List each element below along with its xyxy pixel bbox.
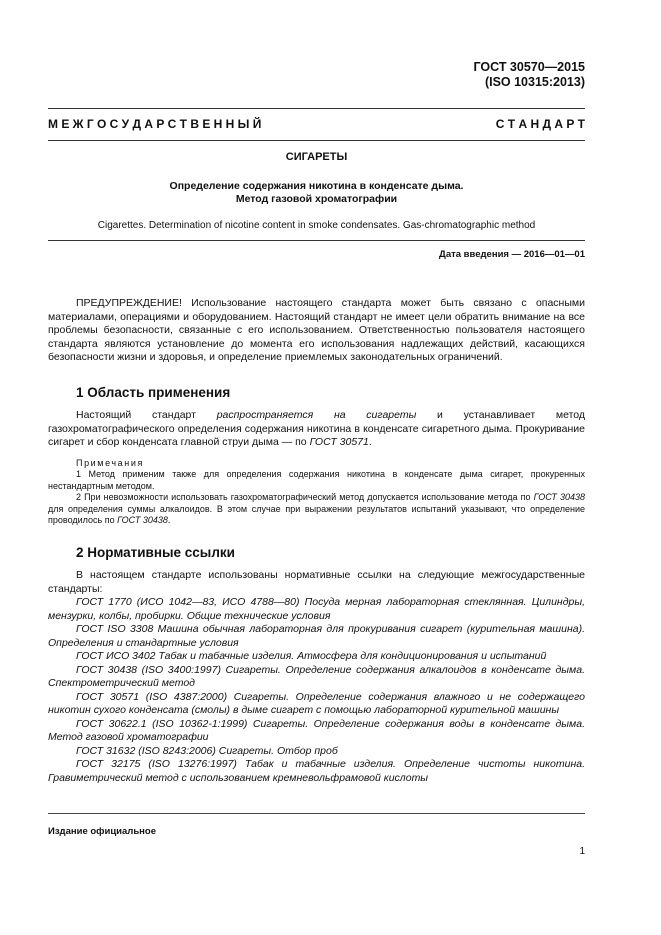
english-title: Cigarettes. Determination of nicotine content in smoke condensates. Gas-chromatographic method <box>97 220 536 231</box>
scope-text: Настоящий стандарт <box>76 409 217 421</box>
note-text: для определения суммы алкалоидов. В этом случае при выражении результатов испытаний указывают, что определение проводилось по <box>48 503 585 525</box>
references-intro: В настоящем стандарте использованы нормативные ссылки на следующие межгосударственные стандарты: <box>48 569 585 595</box>
reference-item <box>48 623 585 650</box>
standard-number <box>473 60 585 90</box>
warning-paragraph: ПРЕДУПРЕЖДЕНИЕ! Использование настоящего стандарта может быть связано с опасными материалами, операциями и оборудованием. Настоящий стандарт не имеет цели обратить внимание на все проблемы безопасности, связанные с его использованием. Ответственностью пользователя настоящего стандарта являются установление до момента его использования надлежащих действий, касающихся безопасности жизни и здоровья, и определение приемлемых законодательных ограничений. <box>48 297 585 363</box>
section-2-heading: 2 Нормативные ссылки <box>76 545 235 560</box>
introduction-date: Дата введения — 2016—01—01 <box>439 249 585 260</box>
official-edition-label: Издание официальное <box>48 826 156 837</box>
note-1: 1 Метод применим также для определения содержания никотина в конденсате дыма сигарет, прокуренных нестандартным методом. <box>48 469 585 491</box>
reference-text: ГОСТ 31632 (ISO 8243:2006) Сигареты. Отбор проб <box>76 744 338 757</box>
banner-bottom-rule <box>48 140 585 141</box>
title-rule <box>48 240 585 241</box>
note-text: . <box>167 515 171 525</box>
scope-emphasis: распространяется на сигареты <box>216 409 417 421</box>
notes-header: Примечания <box>76 457 144 468</box>
interstate-word: М Е Ж Г О С У Д А Р С Т В Е Н Н Ы Й <box>48 117 262 131</box>
page-number: 1 <box>579 846 585 857</box>
reference-text: ГОСТ 32175 (ISO 13276:1997) Табак и табачные изделия. Определение чистоты никотина. Гравиметрический метод с использованием кремневольфрамовой кислоты <box>48 758 585 784</box>
scope-text: и устанавливает метод газохроматографического определения содержания никотина в конденсате сигаретного дыма. Прокуривание сигарет и сбор конденсата главной струи дыма — по <box>48 409 585 448</box>
reference-item <box>48 650 585 664</box>
gost-reference: ГОСТ 30438 <box>533 492 586 502</box>
note-text: 2 При невозможности использовать газохроматографический метод допускается использование метода по <box>76 492 534 502</box>
iso-number: (ISO 10315:2013) <box>484 75 585 89</box>
reference-item <box>48 596 585 623</box>
reference-item <box>48 758 585 785</box>
notes-block <box>48 458 585 527</box>
standard-word: С Т А Н Д А Р Т <box>495 117 585 131</box>
gost-reference: ГОСТ 30438 <box>117 515 168 525</box>
reference-item <box>48 718 585 745</box>
document-title: СИГАРЕТЫ <box>285 151 348 163</box>
reference-text: ГОСТ 30571 (ISO 4387:2000) Сигареты. Определение содержания влажного и не содержащего никотин сухого конденсата (смолы) в дыме сигарет с помощью лабораторной курительной машины <box>48 690 585 716</box>
reference-item <box>48 745 585 759</box>
top-rule <box>48 108 585 109</box>
subtitle-line-2: Метод газовой хроматографии <box>235 193 398 205</box>
footer-rule <box>48 813 585 814</box>
gost-number: ГОСТ 30570—2015 <box>473 60 585 74</box>
reference-item <box>48 691 585 718</box>
section-2-body <box>48 569 585 785</box>
reference-item <box>48 664 585 691</box>
scope-paragraph <box>48 409 585 450</box>
reference-text: ГОСТ ISO 3308 Машина обычная лабораторная для прокуривания сигарет (курительная машина). Определения и стандартные условия <box>48 623 585 649</box>
document-subtitle <box>48 180 585 206</box>
gost-reference: ГОСТ 30571 <box>309 436 369 448</box>
scope-text: . <box>368 436 372 448</box>
reference-text: ГОСТ 30438 (ISO 3400:1997) Сигареты. Определение содержания алкалоидов в конденсате дыма. Спектрометрический метод <box>48 663 585 689</box>
reference-text: ГОСТ 30622.1 (ISO 10362-1:1999) Сигареты. Определение содержания воды в конденсате дыма. Метод газовой хроматографии <box>48 717 585 743</box>
interstate-standard-banner <box>48 117 585 131</box>
reference-text: ГОСТ ИСО 3402 Табак и табачные изделия. Атмосфера для кондиционирования и испытаний <box>76 650 547 662</box>
subtitle-line-1: Определение содержания никотина в конденсате дыма. <box>169 180 464 192</box>
note-2 <box>48 492 585 527</box>
section-1-body <box>48 409 585 527</box>
warning-block <box>48 297 585 365</box>
reference-text: ГОСТ 1770 (ИСО 1042—83, ИСО 4788—80) Посуда мерная лабораторная стеклянная. Цилиндры, мензурки, колбы, пробирки. Общие технические условия <box>48 596 585 622</box>
section-1-heading: 1 Область применения <box>76 385 231 400</box>
